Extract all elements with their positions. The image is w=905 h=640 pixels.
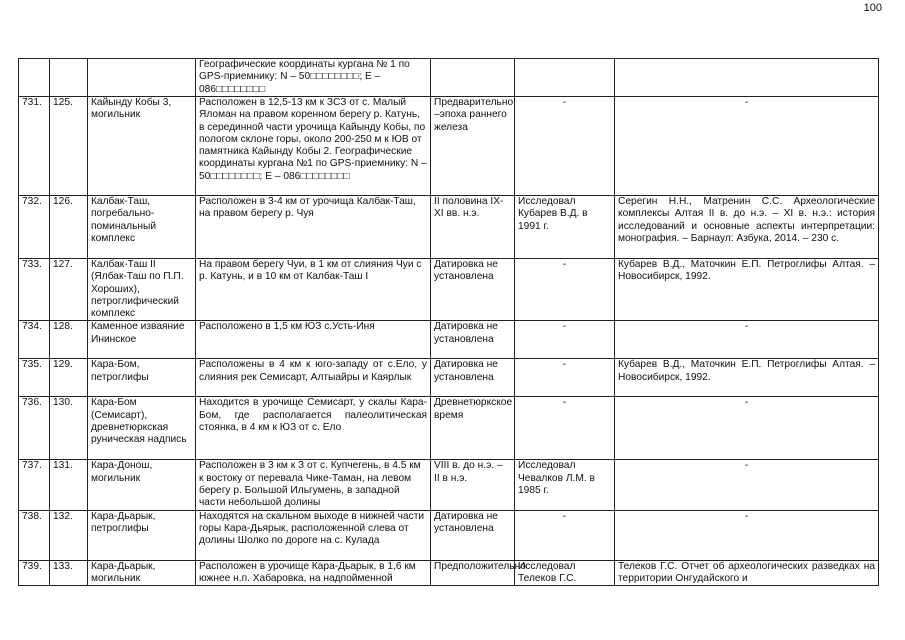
row-number: 734.: [19, 321, 50, 359]
research-history: Исследовал Телеков Г.С.: [515, 560, 615, 586]
row-number: 738.: [19, 510, 50, 560]
location-description: Расположен в 12,5-13 км к ЗСЗ от с. Малый Яломан на правом коренном берегу р. Катунь, в серединной части урочища Кайынду Кобы, по пологом склоне горы, около 200-250 м к ЮВ от памятника Кайынду Кобы 2. Географические координаты кургана №1 по GPS-приемнику: N – 50□□□□□□□□; E – 086□□□□□□□□: [196, 97, 431, 196]
literature: Кубарев В.Д., Маточкин Е.П. Петроглифы Алтая. – Новосибирск, 1992.: [615, 259, 879, 321]
site-name: Кара-Дьарык, могильник: [88, 560, 196, 586]
literature: Кубарев В.Д., Маточкин Е.П. Петроглифы Алтая. – Новосибирск, 1992.: [615, 359, 879, 397]
table-row: [19, 510, 879, 560]
table-row: [19, 196, 879, 259]
row-number: 732.: [19, 196, 50, 259]
sub-number: 127.: [50, 259, 88, 321]
location-description: Географические координаты кургана № 1 по GPS-приемнику: N – 50□□□□□□□□; E – 086□□□□□□□□: [196, 59, 431, 97]
dating: Датировка не установлена: [431, 321, 515, 359]
row-number: 735.: [19, 359, 50, 397]
dating: Датировка не установлена: [431, 359, 515, 397]
literature: Серегин Н.Н., Матренин С.С. Археологические комплексы Алтая II в. до н.э. – XI в. н.э.: история исследований и основные аспекты интерпретации: монография. – Барнаул: Азбука, 2014. – 230 с.: [615, 196, 879, 259]
table-row: [19, 560, 879, 586]
research-history: -: [515, 510, 615, 560]
research-history: -: [515, 397, 615, 460]
site-name: [88, 59, 196, 97]
dating: Древнетюркское время: [431, 397, 515, 460]
sub-number: 126.: [50, 196, 88, 259]
research-history: [515, 59, 615, 97]
site-name: Каменное изваяние Ининское: [88, 321, 196, 359]
literature: Телеков Г.С. Отчет об археологических разведках на территории Онгудайского и: [615, 560, 879, 586]
site-name: Кайынду Кобы 3, могильник: [88, 97, 196, 196]
row-number: 739.: [19, 560, 50, 586]
table-row: [19, 259, 879, 321]
sub-number: 131.: [50, 460, 88, 510]
site-name: Калбак-Таш, погребально-поминальный комплекс: [88, 196, 196, 259]
table-row: [19, 359, 879, 397]
table-row: [19, 321, 879, 359]
sub-number: 128.: [50, 321, 88, 359]
site-name: Калбак-Таш II (Ялбак-Таш по П.П. Хороших), петроглифический комплекс: [88, 259, 196, 321]
sub-number: 132.: [50, 510, 88, 560]
location-description: Расположено в 1,5 км ЮЗ с.Усть-Иня: [196, 321, 431, 359]
dating: II половина IX-XI вв. н.э.: [431, 196, 515, 259]
research-history: -: [515, 321, 615, 359]
row-number: 736.: [19, 397, 50, 460]
research-history: -: [515, 97, 615, 196]
research-history: -: [515, 259, 615, 321]
research-history: Исследовал Чевалков Л.М. в 1985 г.: [515, 460, 615, 510]
research-history: Исследовал Кубарев В.Д. в 1991 г.: [515, 196, 615, 259]
row-number: 737.: [19, 460, 50, 510]
page-number: 100: [863, 2, 882, 14]
site-name: Кара-Бом, петроглифы: [88, 359, 196, 397]
site-name: Кара-Донош, могильник: [88, 460, 196, 510]
table-row: [19, 59, 879, 97]
sub-number: 130.: [50, 397, 88, 460]
dating: Предположительно: [431, 560, 515, 586]
table-row: [19, 460, 879, 510]
sub-number: 129.: [50, 359, 88, 397]
literature: -: [615, 460, 879, 510]
sub-number: 133.: [50, 560, 88, 586]
location-description: Находятся на скальном выходе в нижней части горы Кара-Дьярык, расположенной слева от долины Шолко по дороге на с. Кулада: [196, 510, 431, 560]
location-description: Расположен в урочище Кара-Дьарык, в 1,6 км южнее н.п. Хабаровка, на надпойменной: [196, 560, 431, 586]
location-description: Находится в урочище Семисарт, у скалы Кара-Бом, где располагается палеолитическая стоянка, в 4 км к ЮЗ от с. Ело: [196, 397, 431, 460]
dating: Предварительно –эпоха раннего железа: [431, 97, 515, 196]
literature: -: [615, 397, 879, 460]
research-history: -: [515, 359, 615, 397]
sub-number: 125.: [50, 97, 88, 196]
location-description: Расположен в 3-4 км от урочища Калбак-Таш, на правом берегу р. Чуя: [196, 196, 431, 259]
location-description: На правом берегу Чуи, в 1 км от слияния Чуи с р. Катунь, и в 10 км от Калбак-Таш I: [196, 259, 431, 321]
literature: -: [615, 321, 879, 359]
site-name: Кара-Дьарык, петроглифы: [88, 510, 196, 560]
heritage-registry-table: [18, 58, 879, 586]
literature: [615, 59, 879, 97]
dating: Датировка не установлена: [431, 259, 515, 321]
location-description: Расположен в 3 км к З от с. Купчегень, в 4.5 км к востоку от перевала Чике-Таман, на левом берегу р. Большой Ильгумень, в западной части небольшой долины: [196, 460, 431, 510]
row-number: 733.: [19, 259, 50, 321]
row-number: 731.: [19, 97, 50, 196]
row-number: [19, 59, 50, 97]
table-row: [19, 397, 879, 460]
table-row: [19, 97, 879, 196]
sub-number: [50, 59, 88, 97]
literature: -: [615, 510, 879, 560]
location-description: Расположены в 4 км к юго-западу от с.Ело, у слияния рек Семисарт, Алтыайры и Каярлык: [196, 359, 431, 397]
literature: -: [615, 97, 879, 196]
dating: Датировка не установлена: [431, 510, 515, 560]
dating: [431, 59, 515, 97]
site-name: Кара-Бом (Семисарт), древнетюркская руническая надпись: [88, 397, 196, 460]
dating: VIII в. до н.э. – II в н.э.: [431, 460, 515, 510]
